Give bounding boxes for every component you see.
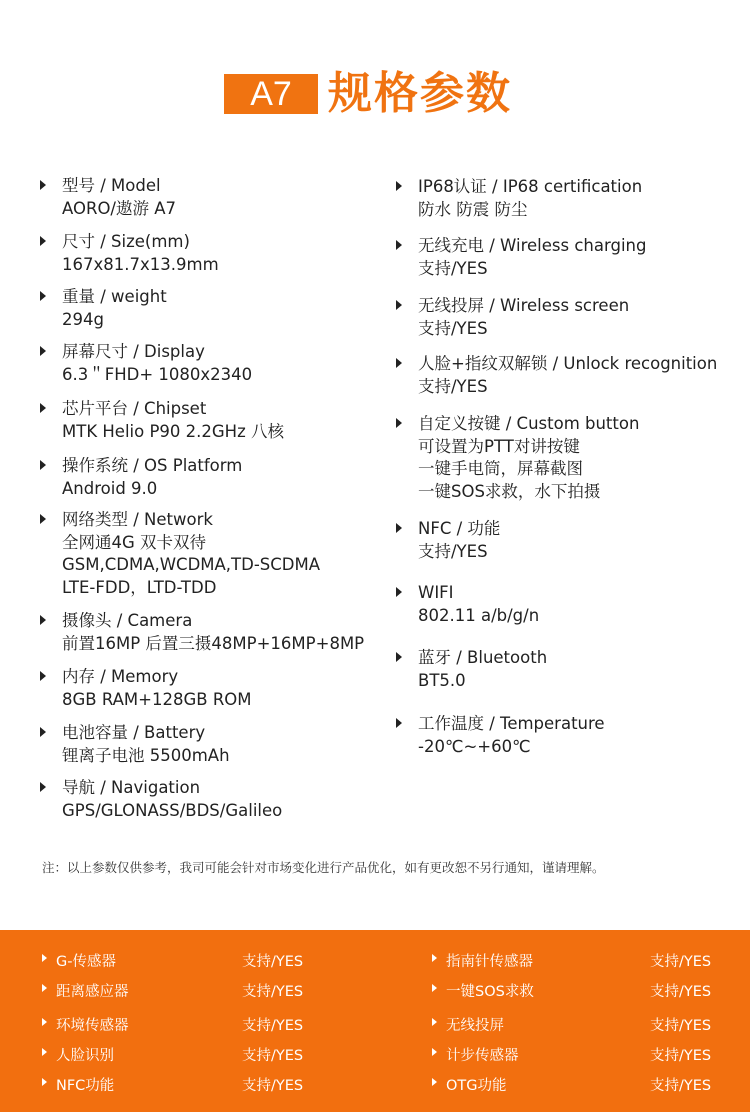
bullet-arrow-icon: [432, 1048, 437, 1056]
spec-heading: 工作温度 / Temperature: [418, 714, 605, 733]
spec-value: GPS/GLONASS/BDS/Galileo: [62, 800, 283, 820]
spec-value: 可设置为PTT对讲按键: [418, 436, 580, 456]
bullet-arrow-icon: [396, 300, 402, 310]
spec-heading: 无线充电 / Wireless charging: [418, 236, 647, 255]
spec-heading: 无线投屏 / Wireless screen: [418, 296, 630, 315]
spec-heading: 电池容量 / Battery: [62, 723, 206, 742]
bullet-arrow-icon: [396, 652, 402, 662]
sensor-support: 支持/YES: [242, 1018, 304, 1034]
sensor-name: 一键SOS求救: [446, 984, 534, 1000]
spec-heading: 屏幕尺寸 / Display: [62, 342, 205, 361]
spec-value: 8GB RAM+128GB ROM: [62, 689, 252, 709]
spec-ip68: [418, 176, 642, 221]
bullet-arrow-icon: [396, 587, 402, 597]
sensor-item: [446, 1014, 504, 1035]
bullet-arrow-icon: [42, 1078, 47, 1086]
spec-unlock-recognition: [418, 353, 717, 398]
bullet-arrow-icon: [40, 782, 46, 792]
spec-heading: 网络类型 / Network: [62, 510, 213, 529]
sensor-name: 无线投屏: [446, 1018, 504, 1034]
spec-value: 294g: [62, 309, 104, 329]
sensor-name: 人脸识别: [56, 1048, 114, 1064]
spec-camera: [62, 610, 364, 655]
bullet-arrow-icon: [42, 984, 47, 992]
spec-value: 防水 防震 防尘: [418, 199, 528, 219]
bullet-arrow-icon: [40, 403, 46, 413]
bullet-arrow-icon: [40, 671, 46, 681]
bullet-arrow-icon: [40, 460, 46, 470]
spec-heading: 内存 / Memory: [62, 667, 179, 686]
sensor-item: [446, 1074, 507, 1095]
spec-value: 167x81.7x13.9mm: [62, 254, 219, 274]
bullet-arrow-icon: [40, 514, 46, 524]
bullet-arrow-icon: [40, 180, 46, 190]
spec-value: 支持/YES: [418, 376, 488, 396]
spec-os-platform: [62, 455, 242, 500]
sensor-name: 距离感应器: [56, 984, 129, 1000]
sensor-name: 环境传感器: [56, 1018, 129, 1034]
spec-heading: 型号 / Model: [62, 176, 161, 195]
spec-value: 802.11 a/b/g/n: [418, 605, 540, 625]
spec-display: [62, 341, 252, 386]
spec-wifi: [418, 582, 539, 627]
spec-heading: WIFI: [418, 583, 454, 602]
disclaimer-note: 注：以上参数仅供参考，我司可能会针对市场变化进行产品优化，如有更改恕不另行通知，谨请理解。: [42, 860, 605, 875]
sensor-item: [56, 980, 129, 1001]
spec-heading: 导航 / Navigation: [62, 778, 201, 797]
spec-heading: 芯片平台 / Chipset: [62, 399, 207, 418]
bullet-arrow-icon: [40, 291, 46, 301]
bullet-arrow-icon: [42, 954, 47, 962]
sensor-support: 支持/YES: [650, 954, 712, 970]
spec-weight: [62, 286, 167, 331]
spec-value: LTE-FDD，LTD-TDD: [62, 577, 217, 597]
bullet-arrow-icon: [396, 718, 402, 728]
sensor-support: 支持/YES: [242, 1048, 304, 1064]
bullet-arrow-icon: [396, 523, 402, 533]
bullet-arrow-icon: [40, 236, 46, 246]
bullet-arrow-icon: [40, 615, 46, 625]
spec-custom-button: [418, 413, 639, 503]
sensor-item: [56, 1014, 129, 1035]
spec-bluetooth: [418, 647, 547, 692]
sensor-item: [446, 950, 533, 971]
sensor-support: 支持/YES: [650, 984, 712, 1000]
spec-value: 支持/YES: [418, 258, 488, 278]
spec-heading: IP68认证 / IP68 certification: [418, 177, 643, 196]
spec-model: [62, 175, 176, 220]
spec-heading: 人脸+指纹双解锁 / Unlock recognition: [418, 354, 718, 373]
bullet-arrow-icon: [396, 418, 402, 428]
sensor-item: [56, 1074, 114, 1095]
spec-value: BT5.0: [418, 670, 466, 690]
bullet-arrow-icon: [432, 984, 437, 992]
sensor-support: 支持/YES: [650, 1048, 712, 1064]
spec-heading: 自定义按键 / Custom button: [418, 414, 640, 433]
spec-heading: 蓝牙 / Bluetooth: [418, 648, 548, 667]
spec-network: [62, 509, 320, 599]
sensor-item: [446, 980, 534, 1001]
spec-value: MTK Helio P90 2.2GHz 八核: [62, 421, 284, 441]
sensor-name: G-传感器: [56, 954, 116, 970]
sensor-support: 支持/YES: [242, 1078, 304, 1094]
spec-value: 6.3＂FHD+ 1080x2340: [62, 364, 253, 384]
bullet-arrow-icon: [396, 240, 402, 250]
sensor-name: NFC功能: [56, 1078, 115, 1094]
bullet-arrow-icon: [432, 954, 437, 962]
spec-wireless-screen: [418, 295, 629, 340]
sensor-item: [56, 1044, 114, 1065]
sensor-support: 支持/YES: [242, 954, 304, 970]
spec-nfc: [418, 518, 500, 563]
sensor-support: 支持/YES: [242, 984, 304, 1000]
spec-value: AORO/遨游 A7: [62, 198, 177, 218]
bullet-arrow-icon: [432, 1018, 437, 1026]
spec-size: [62, 231, 219, 276]
spec-heading: 重量 / weight: [62, 287, 167, 306]
bullet-arrow-icon: [42, 1048, 47, 1056]
spec-memory: [62, 666, 252, 711]
spec-value: 前置16MP 后置三摄48MP+16MP+8MP: [62, 633, 365, 653]
title-block: [0, 62, 750, 122]
spec-heading: 尺寸 / Size(mm): [62, 232, 190, 251]
spec-value: 全网通4G 双卡双待: [62, 532, 207, 552]
spec-value: 支持/YES: [418, 318, 488, 338]
model-badge: A7: [224, 74, 318, 114]
spec-heading: 操作系统 / OS Platform: [62, 456, 243, 475]
spec-heading: NFC / 功能: [418, 519, 501, 538]
spec-value: 一键手电筒，屏幕截图: [418, 459, 583, 478]
sensor-name: 指南针传感器: [446, 954, 533, 970]
sensor-support: 支持/YES: [650, 1018, 712, 1034]
sensor-item: [56, 950, 116, 971]
spec-value: 支持/YES: [418, 541, 488, 561]
spec-value: Android 9.0: [62, 478, 158, 498]
sensor-item: [446, 1044, 519, 1065]
sensor-name: OTG功能: [446, 1078, 507, 1094]
spec-value: 锂离子电池 5500mAh: [62, 745, 230, 765]
spec-heading: 摄像头 / Camera: [62, 611, 193, 630]
spec-navigation: [62, 777, 282, 822]
bullet-arrow-icon: [40, 727, 46, 737]
spec-battery: [62, 722, 230, 767]
spec-value: -20℃~+60℃: [418, 736, 531, 756]
bullet-arrow-icon: [432, 1078, 437, 1086]
spec-wireless-charging: [418, 235, 646, 280]
spec-temperature: [418, 713, 605, 758]
sensor-band: [0, 930, 750, 1112]
page-title: 规格参数: [328, 68, 512, 119]
spec-value: 一键SOS求救，水下拍摄: [418, 481, 601, 501]
bullet-arrow-icon: [396, 181, 402, 191]
sensor-name: 计步传感器: [446, 1048, 519, 1064]
spec-value: GSM,CDMA,WCDMA,TD-SCDMA: [62, 555, 321, 574]
bullet-arrow-icon: [42, 1018, 47, 1026]
spec-chipset: [62, 398, 284, 443]
bullet-arrow-icon: [396, 358, 402, 368]
sensor-support: 支持/YES: [650, 1078, 712, 1094]
bullet-arrow-icon: [40, 346, 46, 356]
